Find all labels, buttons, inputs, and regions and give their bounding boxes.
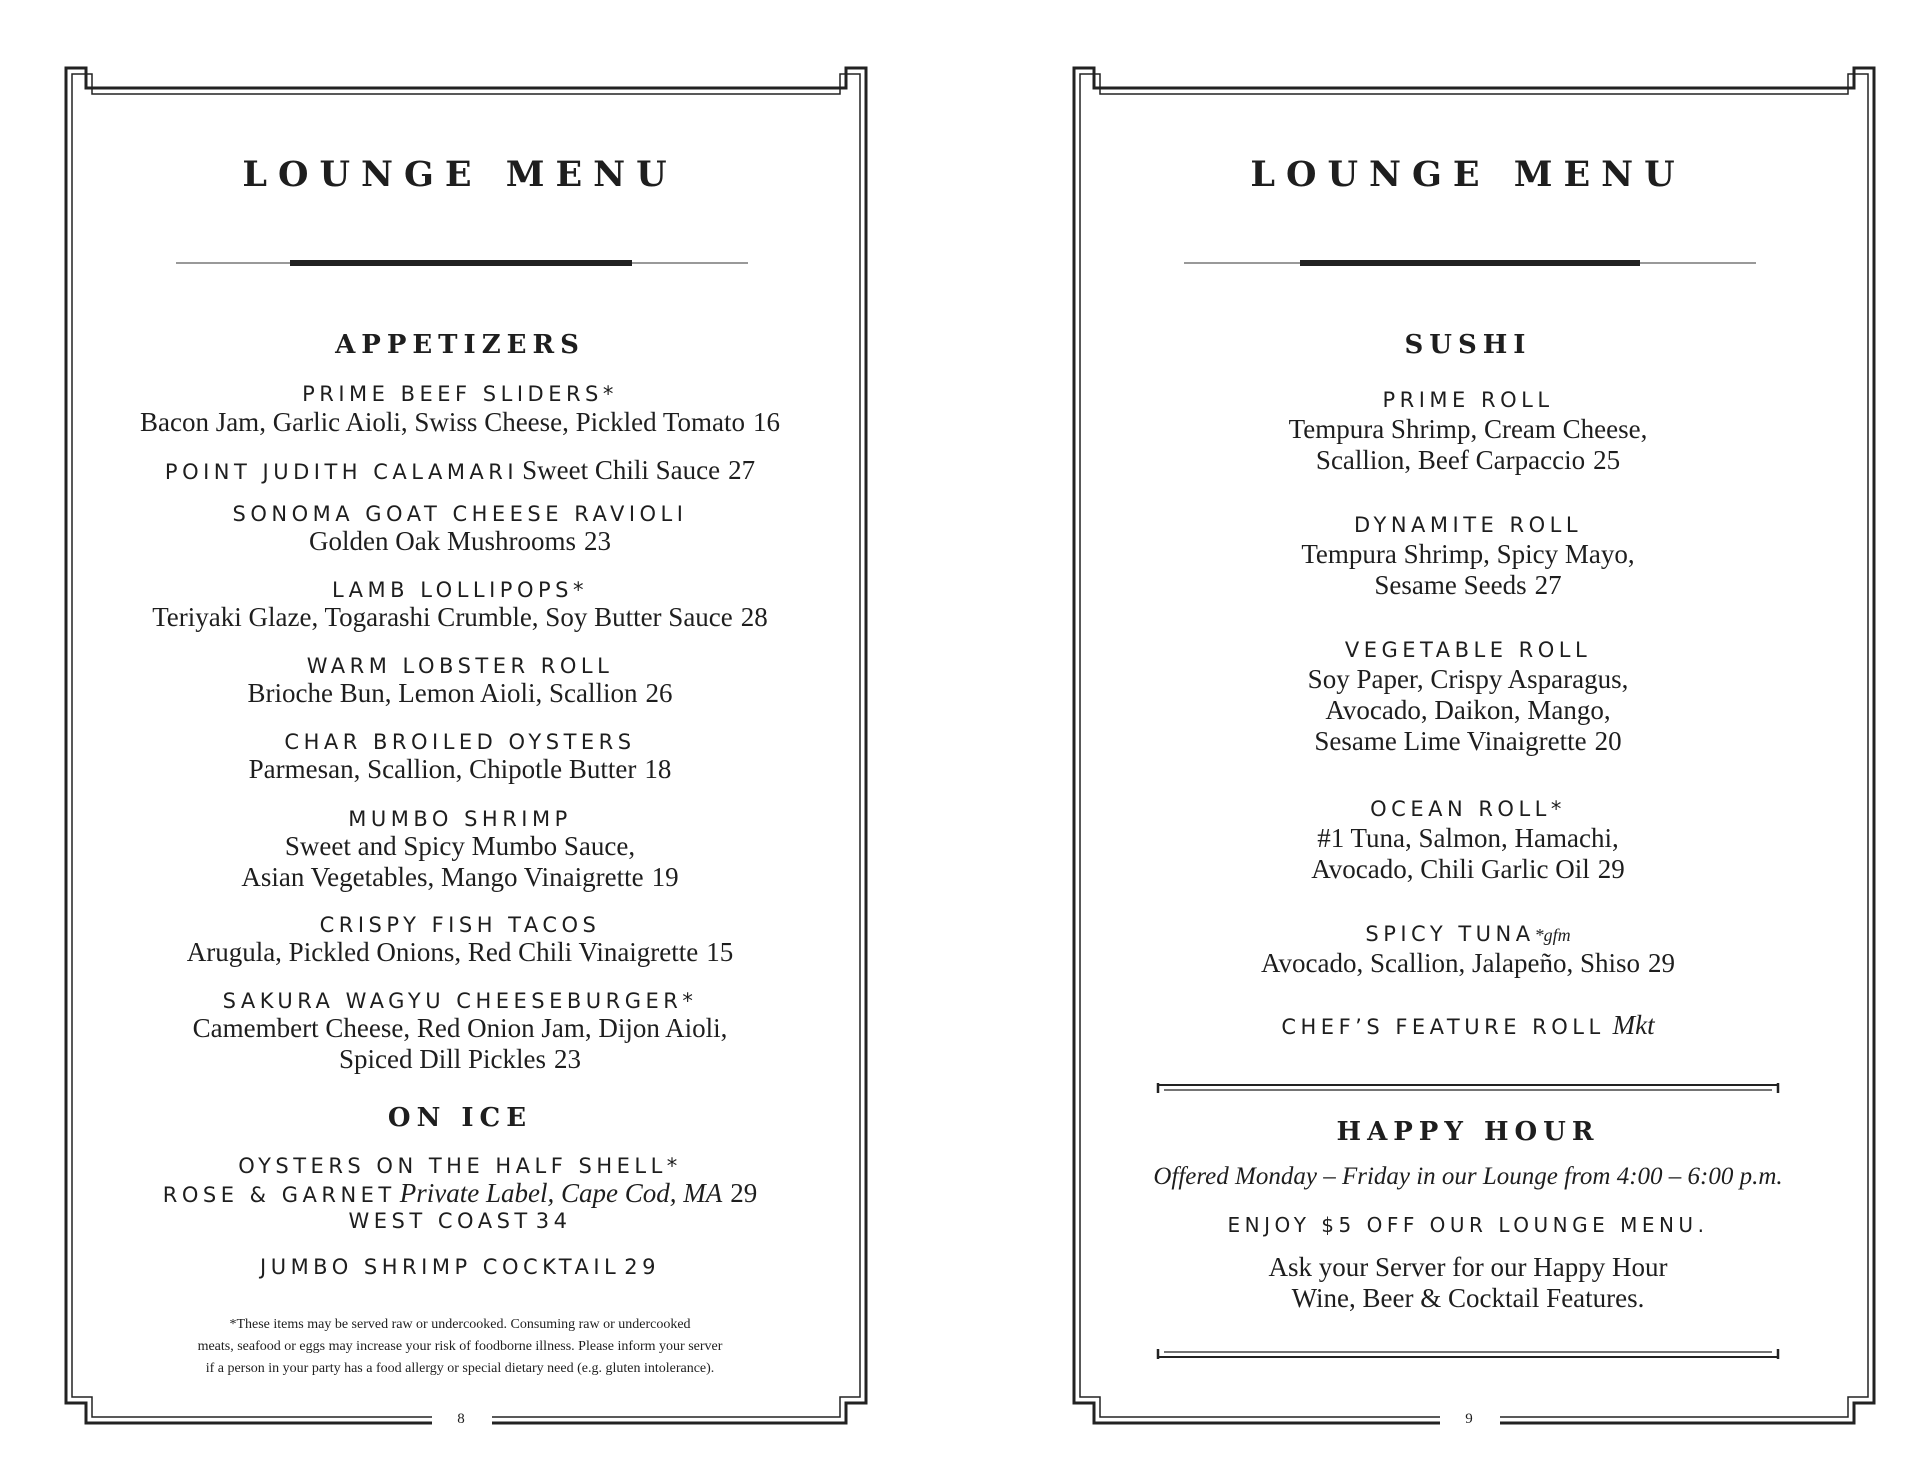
item-name: CHEF’S FEATURE ROLL <box>1281 1015 1605 1039</box>
item-name: SONOMA GOAT CHEESE RAVIOLI <box>232 502 688 526</box>
item-description: Soy Paper, Crispy Asparagus, <box>1307 664 1629 694</box>
item-price: 19 <box>651 862 679 892</box>
item-description: Asian Vegetables, Mango Vinaigrette 19 <box>241 862 679 892</box>
item-name: LAMB LOLLIPOPS* <box>331 578 588 602</box>
item-description: Brioche Bun, Lemon Aioli, Scallion 26 <box>247 678 673 708</box>
oyster-variety: WEST COAST 34 <box>348 1209 572 1233</box>
item-description: Sesame Seeds 27 <box>1374 570 1562 600</box>
page-title: LOUNGE MENU <box>242 154 678 195</box>
oyster-variety: ROSE & GARNET Private Label, Cape Cod, MA 29 <box>162 1178 758 1208</box>
page-title: LOUNGE MENU <box>1250 154 1686 195</box>
item-description: Tempura Shrimp, Cream Cheese, <box>1288 414 1648 444</box>
on-ice-heading: ON ICE <box>387 1103 533 1133</box>
sushi-heading: SUSHI <box>1404 330 1532 360</box>
item-name: SPICY TUNA <box>1365 922 1535 946</box>
menu-item <box>130 382 790 438</box>
item-price: 18 <box>644 754 672 784</box>
item-description: Arugula, Pickled Onions, Red Chili Vinaigrette 15 <box>186 937 734 967</box>
title-divider <box>176 258 748 270</box>
item-name: OCEAN ROLL* <box>1370 797 1566 821</box>
item-price: 15 <box>706 937 734 967</box>
item-price: 25 <box>1593 445 1621 475</box>
item-name: CHAR BROILED OYSTERS <box>284 730 636 754</box>
item-name: VEGETABLE ROLL <box>1344 638 1592 662</box>
item-price: 16 <box>753 407 781 437</box>
item-description: Parmesan, Scallion, Chipotle Butter 18 <box>248 754 672 784</box>
item-description: Bacon Jam, Garlic Aioli, Swiss Cheese, Pickled Tomato 16 <box>139 407 781 437</box>
menu-item <box>130 1255 790 1279</box>
menu-item <box>130 807 790 893</box>
item-name: SAKURA WAGYU CHEESEBURGER* <box>222 989 698 1013</box>
item-name: PRIME BEEF SLIDERS* <box>302 382 618 406</box>
raw-food-disclaimer: *These items may be served raw or undercooked. Consuming raw or undercooked meats, seafood or eggs may increase your risk of foodborne illness. Please inform your server if a person in your party has a food allergy or special dietary need (e.g. gluten intolerance). <box>197 1317 723 1376</box>
item-name: CRISPY FISH TACOS <box>319 913 601 937</box>
item-description: Avocado, Daikon, Mango, <box>1325 695 1611 725</box>
item-name: POINT JUDITH CALAMARI <box>164 460 519 484</box>
menu-item <box>130 578 790 633</box>
item-description: Tempura Shrimp, Spicy Mayo, <box>1301 539 1635 569</box>
item-description: Sesame Lime Vinaigrette 20 <box>1314 726 1622 756</box>
gluten-free-mark: *gfm <box>1534 925 1571 945</box>
item-description: Golden Oak Mushrooms 23 <box>309 526 611 556</box>
item-price: 27 <box>1534 570 1562 600</box>
item-description: Avocado, Scallion, Jalapeño, Shiso 29 <box>1261 948 1675 978</box>
item-price: 26 <box>645 678 673 708</box>
item-price: 23 <box>583 526 611 556</box>
item-name: WARM LOBSTER ROLL <box>306 654 614 678</box>
menu-item <box>130 913 790 968</box>
item-price: 28 <box>740 602 768 632</box>
item-price: 20 <box>1594 726 1622 756</box>
item-name: JUMBO SHRIMP COCKTAIL <box>260 1255 621 1279</box>
item-description: Spiced Dill Pickles 23 <box>339 1044 581 1074</box>
appetizers-heading: APPETIZERS <box>335 330 585 360</box>
item-price: Mkt <box>1612 1010 1655 1040</box>
item-name: MUMBO SHRIMP <box>348 807 572 831</box>
page-number: 9 <box>1465 1411 1473 1427</box>
menu-item <box>130 730 790 785</box>
happy-hour-discount: ENJOY $5 OFF OUR LOUNGE MENU. <box>1227 1213 1709 1237</box>
item-price: 27 <box>728 455 756 485</box>
right-menu-page <box>1008 0 1920 1484</box>
menu-item <box>130 1154 790 1233</box>
item-price: 29 <box>624 1255 660 1279</box>
menu-item <box>130 455 790 486</box>
item-description: Sweet and Spicy Mumbo Sauce, <box>284 831 636 861</box>
item-price: 29 <box>1647 948 1675 978</box>
page-number: 8 <box>457 1411 465 1427</box>
item-description: #1 Tuna, Salmon, Hamachi, <box>1317 823 1619 853</box>
item-description: Scallion, Beef Carpaccio 25 <box>1315 445 1621 475</box>
menu-item <box>130 502 790 557</box>
happy-hour-heading: HAPPY HOUR <box>1336 1117 1600 1147</box>
happy-hour-schedule: Offered Monday – Friday in our Lounge from 4:00 – 6:00 p.m. <box>1153 1163 1783 1190</box>
item-description: Sweet Chili Sauce <box>522 455 721 485</box>
item-name: OYSTERS ON THE HALF SHELL* <box>238 1154 682 1178</box>
item-description: Avocado, Chili Garlic Oil 29 <box>1311 854 1625 884</box>
item-description: Camembert Cheese, Red Onion Jam, Dijon Aioli, <box>192 1013 728 1043</box>
item-name: PRIME ROLL <box>1382 388 1554 412</box>
menu-item <box>130 654 790 709</box>
happy-hour-features: Ask your Server for our Happy Hour Wine, Beer & Cocktail Features. <box>1268 1252 1668 1313</box>
item-description: Teriyaki Glaze, Togarashi Crumble, Soy Butter Sauce 28 <box>152 602 768 632</box>
item-name: DYNAMITE ROLL <box>1353 513 1583 537</box>
item-price: 29 <box>1597 854 1625 884</box>
menu-item <box>130 989 790 1075</box>
item-price: 23 <box>553 1044 581 1074</box>
